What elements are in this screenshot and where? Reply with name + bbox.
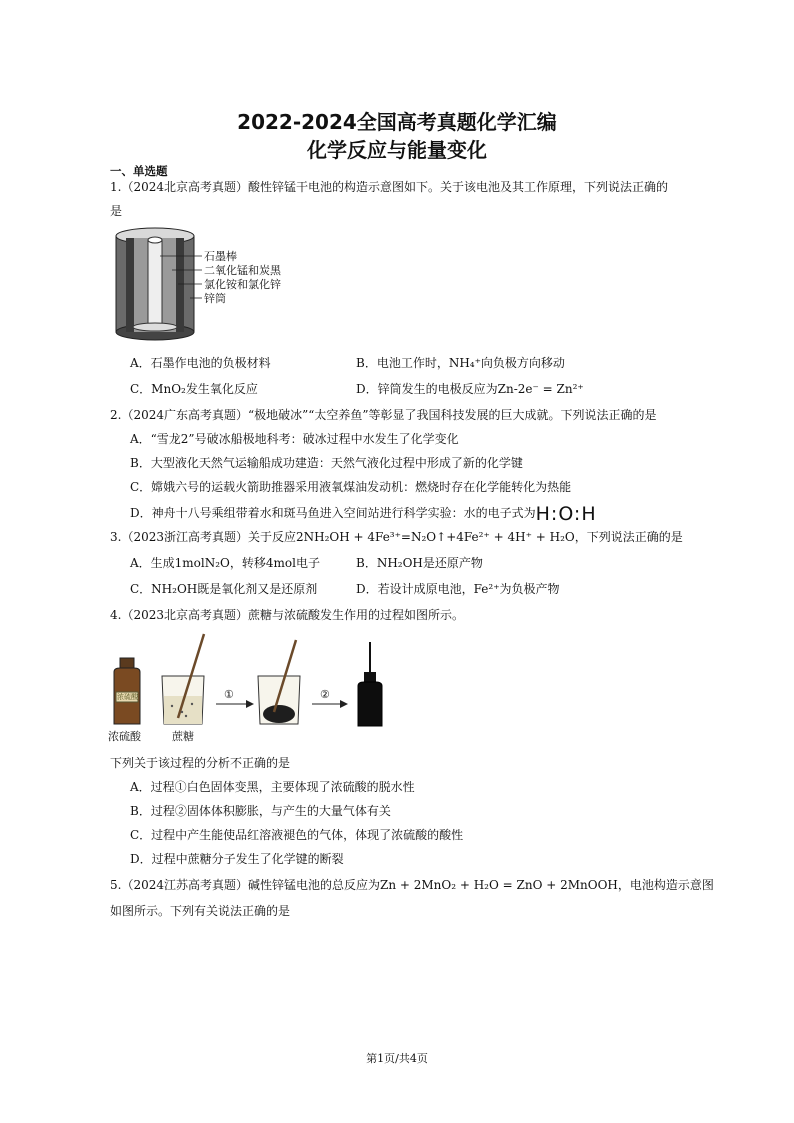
label-conc-acid: 浓硫酸: [108, 730, 141, 743]
q4-option-c: C．过程中产生能使品红溶液褪色的气体，体现了浓硫酸的酸性: [130, 828, 464, 842]
q1-stem: 1.（2024北京高考真题）酸性锌锰干电池的构造示意图如下。关于该电池及其工作原理，下列说法正确的: [110, 180, 668, 194]
q2-stem: 2.（2024广东高考真题）“极地破冰”“太空养鱼”等彰显了我国科技发展的巨大成就。下列说法正确的是: [110, 408, 657, 422]
q1-option-b: B．电池工作时，NH₄⁺向负极方向移动: [356, 356, 565, 370]
bottle-label: 浓硫酸: [117, 693, 138, 701]
q2-option-d: [130, 503, 597, 525]
q2-option-c: C．嫦娥六号的运载火箭助推器采用液氧煤油发动机：燃烧时存在化学能转化为热能: [130, 480, 572, 494]
label-graphite-rod: 石墨棒: [204, 250, 237, 263]
q3-stem: 3.（2023浙江高考真题）关于反应2NH₂OH + 4Fe³⁺=N₂O↑+4Fe²⁺ + 4H⁺ + H₂O，下列说法正确的是: [110, 530, 683, 544]
label-nh4cl-zncl2: 氯化铵和氯化锌: [204, 278, 281, 291]
label-mno2-carbon: 二氧化锰和炭黑: [204, 264, 281, 277]
label-sugar: 蔗糖: [172, 730, 194, 743]
q3-option-b: B．NH₂OH是还原产物: [356, 556, 483, 570]
sugar-acid-figure: [108, 628, 398, 752]
q1-option-c: C．MnO₂发生氧化反应: [130, 382, 258, 396]
page-footer: 第1页/共4页: [366, 1052, 428, 1065]
q3-option-c: C．NH₂OH既是氧化剂又是还原剂: [130, 582, 318, 596]
q2-option-d-text: D．神舟十八号乘组带着水和斑马鱼进入空间站进行科学实验：水的电子式为: [130, 506, 536, 520]
q4-lead: 下列关于该过程的分析不正确的是: [110, 756, 291, 770]
q2-option-b: B．大型液化天然气运输船成功建造：天然气液化过程中形成了新的化学键: [130, 456, 523, 470]
label-zinc-can: 锌筒: [204, 292, 226, 305]
q1-option-d: D．锌筒发生的电极反应为Zn-2e⁻ = Zn²⁺: [356, 382, 584, 396]
document-title: 2022-2024全国高考真题化学汇编: [237, 110, 557, 134]
q1-stem-cont: 是: [110, 204, 123, 218]
q4-option-a: A．过程①白色固体变黑，主要体现了浓硫酸的脱水性: [130, 780, 415, 794]
q5-stem: 5.（2024江苏高考真题）碱性锌锰电池的总反应为Zn + 2MnO₂ + H₂O = ZnO + 2MnOOH，电池构造示意图: [110, 878, 714, 892]
q5-stem-cont: 如图所示。下列有关说法正确的是: [110, 904, 291, 918]
q1-option-a: A．石墨作电池的负极材料: [130, 356, 271, 370]
document-subtitle: 化学反应与能量变化: [307, 138, 487, 162]
sugar-acid-diagram: [108, 628, 398, 752]
q4-option-b: B．过程②固体体积膨胀，与产生的大量气体有关: [130, 804, 391, 818]
label-step-1: ①: [224, 688, 234, 701]
q4-stem: 4.（2023北京高考真题）蔗糖与浓硫酸发生作用的过程如图所示。: [110, 608, 464, 622]
water-electron-formula: H:O:H: [535, 503, 597, 525]
dry-cell-figure: [112, 226, 302, 344]
q3-option-d: D．若设计成原电池，Fe²⁺为负极产物: [356, 582, 560, 596]
q4-option-d: D．过程中蔗糖分子发生了化学键的断裂: [130, 852, 344, 866]
section-heading: 一、单选题: [110, 164, 168, 178]
q2-option-a: A．“雪龙2”号破冰船极地科考：破冰过程中水发生了化学变化: [130, 432, 459, 446]
q3-option-a: A．生成1molN₂O，转移4mol电子: [130, 556, 320, 570]
label-step-2: ②: [320, 688, 330, 701]
